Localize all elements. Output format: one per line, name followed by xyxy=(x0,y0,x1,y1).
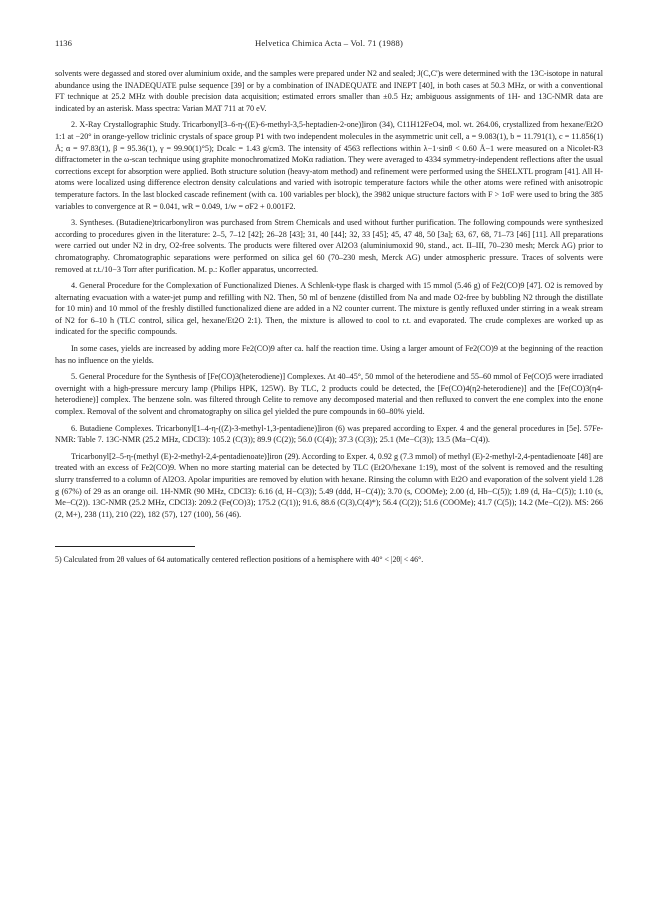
page-number: 1136 xyxy=(55,38,72,48)
paragraph-butadiene-complexes: 6. Butadiene Complexes. Tricarbonyl[1–4-η-((Z)-3-methyl-1,3-pentadiene)]iron (6) was prepared according to Exper. 4 and the general procedures in [5e]. 57Fe-NMR: Table 7. 13C-NMR (25.2 MHz, CDCl3): 105.2 (C(3)); 89.9 (C(2)); 56.0 (C(4)); 37.3 (C(3)); 25.1 (Me−C(3)); 13.5 (Ma−C(4)). xyxy=(55,423,603,445)
paragraph-yield-note: In some cases, yields are increased by adding more Fe2(CO)9 after ca. half the reaction time. Using a larger amount of Fe2(CO)9 at the beginning of the reaction has no influence on the yields. xyxy=(55,344,603,365)
footnote-divider xyxy=(55,546,195,547)
paragraph-compound-29: Tricarbonyl[2–5-η-(methyl (E)-2-methyl-2,4-pentadienoate)]iron (29). According to Exper. 4, 0.92 g (7.3 mmol) of methyl (E)-2-methyl-2,4-pentadienoate [48] are treated with an excess of Fe2(CO)9. When no more starting material can be detected by TLC (Et2O/hexane 1:19), most of the solvent is removed and the resulting slurry transferred to a column of Al2O3. Apolar impurities are removed by elution with hexane. Rinsing the column with Et2O and evaporation of the solvent yield 1.28 g (67%) of 29 as an orange oil. 1H-NMR (90 MHz, CDCl3): 6.16 (d, H−C(3)); 5.49 (ddd, H−C(4)); 3.70 (s, COOMe); 2.00 (d, Hb−C(5)); 1.89 (d, Ha−C(5)); 1.10 (s, Me−C(2)). 13C-NMR (25.2 MHz, CDCl3): 209.2 (Fe(CO)3); 175.2 (C(1)); 91.6, 88.6 (C(3),C(4)*); 56.4 (C(2)); 51.6 (COOMe); 41.7 (C(5)); 14.2 (Me−C(2)). MS: 266 (2, M+), 238 (11), 210 (22), 182 (57), 127 (100), 56 (46). xyxy=(55,451,603,519)
running-title: Helvetica Chimica Acta – Vol. 71 (1988) xyxy=(254,38,404,48)
paragraph-nmr-methods: solvents were degassed and stored over aluminium oxide, and the samples were prepared under N2 and sealed; J(C,C')s were determined with the 13C-isotope in natural abundance using the INADEQUATE pulse sequence [39] or by a combination of INADEQUATE and INEPT [40], in both cases at 50.3 MHz, or with a conventional FT technique at 25.2 MHz with double precision data acquisition; estimated errors smaller than ±0.5 Hz; ambiguous assignments of 1H- and 13C-NMR data are indicated by an asterisk. Mass spectra: Varian MAT 711 at 70 eV. xyxy=(55,69,603,113)
journal-page xyxy=(55,38,603,570)
page-header xyxy=(55,38,603,52)
footnote: 5) Calculated from 2θ values of 64 automatically centered reflection positions of a hemisphere with 40° < |2θ| < 46°. xyxy=(55,555,424,565)
paragraph-heterodiene-procedure: 5. General Procedure for the Synthesis of [Fe(CO)3(heterodiene)] Complexes. At 40–45°, 50 mmol of the heterodiene and 55–60 mmol of Fe(CO)5 were irradiated overnight with a high-pressure mercury lamp (Philips HPK, 125W). By TLC, 2 products could be detected, the [Fe(CO)4(η2-heterodiene)] and the [Fe(CO)3(η4-heterodiene)] complex. The benzene soln. was filtered through Celite to remove any decomposed material and then refluxed to convert the ene complex into the enone complex. Removal of the solvent and chromatography on silica gel yielded the pure compounds in 60–80% yield. xyxy=(55,372,603,417)
paragraph-xray-study: 2. X-Ray Crystallographic Study. Tricarbonyl[3–6-η-((E)-6-methyl-3,5-heptadien-2-one)]iron (34), C11H12FeO4, mol. wt. 264.06, crystallized from hexane/Et2O 1:1 at −20° in orange-yellow triclinic crystals of space group P1 with two independent molecules in the asymmetric unit cell, a = 9.083(1), b = 11.791(1), c = 11.856(1) Å; α = 97.83(1), β = 95.36(1), γ = 99.90(1)°5); Dcalc = 1.43 g/cm3. The intensity of 4563 reflections within λ−1·sinθ < 0.60 Å−1 were measured on a Nicolet-R3 diffractometer in the ω-scan technique using graphite monochromatized MoKα radiation. They were averaged to 4334 symmetry-independent reflections after the usual corrections except for absorption were applied. Both structure solution (heavy-atom method) and refinement were performed using the SHELXTL program [41]. All H-atoms were localized using difference electron density calculations and varied with isotropic temperature factors while the other atoms were refined with anisotropic temperature factors. In the last blocked cascade refinement (with ca. 100 variables per block), the 3982 unique structure factors with F > 1σF were used to bring the 385 variables to convergence at R = 0.041, wR = 0.049, 1/w = σF2 + 0.001F2. xyxy=(55,120,603,211)
paragraph-complexation-procedure: 4. General Procedure for the Complexation of Functionalized Dienes. A Schlenk-type flask is charged with 15 mmol (5.46 g) of Fe2(CO)9 [47]. O2 is removed by alternating evacuation with a water-jet pump and refilling with N2. Then, 50 ml of benzene (distilled from Na and made O2-free by bubbling N2 through the distillate for 10 min) and 10 mmol of the freshly distilled functionalized diene are added in a N2 counter current. The mixture is gently refluxed under stirring in a weak stream of N2 for 6–10 h (TLC control, silica gel, hexane/Et2O 2:1). Then, the mixture is allowed to cool to r.t. and evaporated. The crude complexes are worked up as indicated for the specific compounds. xyxy=(55,281,603,337)
paragraph-syntheses: 3. Syntheses. (Butadiene)tricarbonyliron was purchased from Strem Chemicals and used without further purification. The following compounds were synthesized according to procedures given in the literature: 2–5, 7–12 [42]; 26–28 [43]; 31, 40 [44]; 32, 33 [45]; 45, 47 48, 50 [3a]; 63, 67, 68, 71–73 [46] [11]. All preparations were carried out under N2 in dry, O2-free solvents. The products were filtered over Al2O3 (aluminiumoxid 90, stand., act. II–III, 70–230 mesh; Merck AG) prior to chromatography. Chromatographic separations were performed on silica gel 60 (70–230 mesh, Merck AG) under atmospheric pressure. Traces of solvents were removed at r.t./10−3 Torr after purification. M. p.: Kofler apparatus, uncorrected. xyxy=(55,218,603,274)
